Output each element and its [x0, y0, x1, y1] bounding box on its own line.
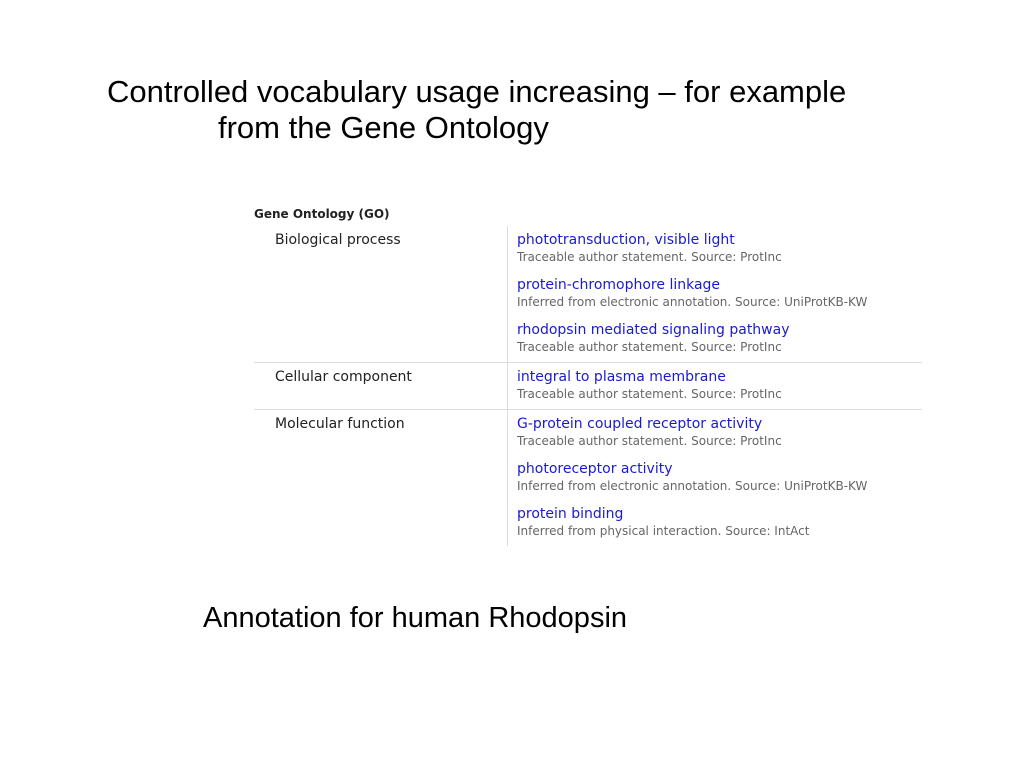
go-term-evidence: Traceable author statement. Source: ProtInc	[517, 434, 782, 448]
go-term-list	[507, 363, 922, 409]
go-term	[517, 276, 922, 311]
slide-caption: Annotation for human Rhodopsin	[203, 602, 628, 634]
go-term-list	[507, 226, 922, 362]
go-category-label: Biological process	[275, 232, 401, 248]
go-term-evidence: Traceable author statement. Source: ProtInc	[517, 387, 782, 401]
go-heading: Gene Ontology (GO)	[254, 207, 390, 221]
go-term-link[interactable]: G-protein coupled receptor activity	[517, 416, 763, 432]
slide-title	[107, 74, 846, 146]
slide-title-line-2: from the Gene Ontology	[218, 110, 549, 145]
go-term	[517, 415, 922, 450]
slide-title-line-1: Controlled vocabulary usage increasing – for example	[107, 74, 847, 109]
go-category-label: Molecular function	[275, 416, 405, 432]
go-term-link[interactable]: photoreceptor activity	[517, 461, 673, 477]
go-term-link[interactable]: rhodopsin mediated signaling pathway	[517, 322, 790, 338]
go-term-evidence: Inferred from electronic annotation. Source: UniProtKB-KW	[517, 295, 868, 309]
go-term	[517, 368, 922, 403]
go-row-cellular-component	[254, 363, 922, 410]
go-term-list	[507, 410, 922, 546]
go-category-label: Cellular component	[275, 369, 412, 385]
go-term-evidence: Inferred from electronic annotation. Source: UniProtKB-KW	[517, 479, 868, 493]
go-term	[517, 505, 922, 540]
go-term-link[interactable]: protein binding	[517, 506, 624, 522]
go-term-link[interactable]: protein-chromophore linkage	[517, 277, 721, 293]
go-term-evidence: Traceable author statement. Source: ProtInc	[517, 340, 782, 354]
go-term-link[interactable]: integral to plasma membrane	[517, 369, 726, 385]
go-annotation-table	[254, 204, 922, 546]
go-term-evidence: Traceable author statement. Source: ProtInc	[517, 250, 782, 264]
go-row-molecular-function	[254, 410, 922, 546]
go-term	[517, 460, 922, 495]
go-term-link[interactable]: phototransduction, visible light	[517, 232, 735, 248]
go-term-evidence: Inferred from physical interaction. Source: IntAct	[517, 524, 810, 538]
go-term	[517, 231, 922, 266]
go-term	[517, 321, 922, 356]
go-row-biological-process	[254, 226, 922, 363]
